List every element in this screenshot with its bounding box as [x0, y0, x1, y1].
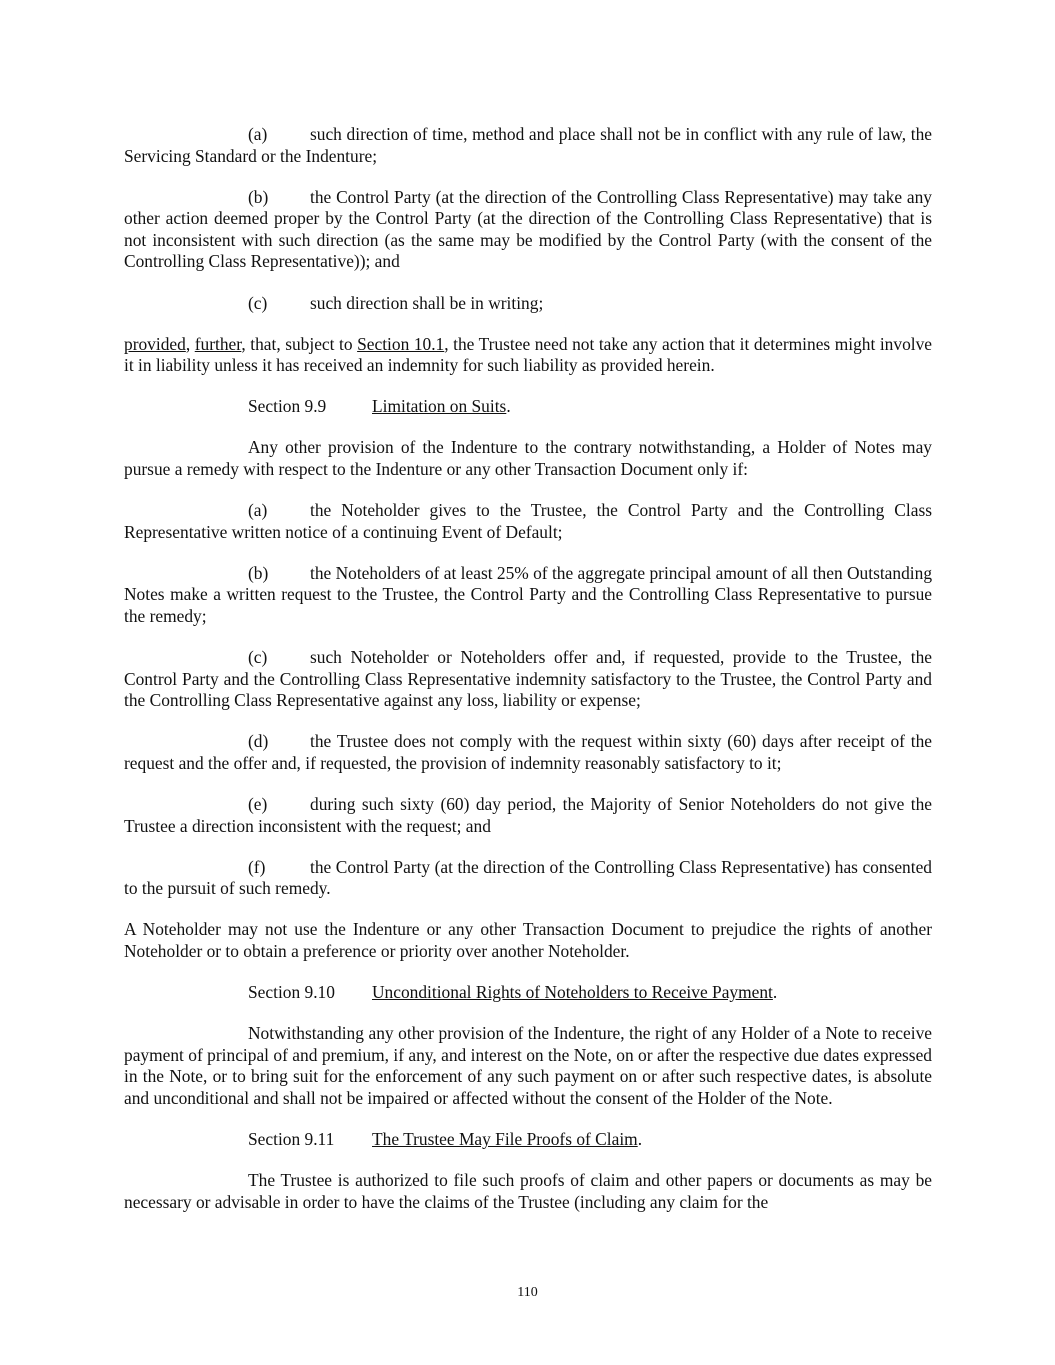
section-title-period: . [506, 396, 511, 417]
section-9-9-closing: A Noteholder may not use the Indenture or any other Transaction Document to prejudice the rights of another Noteholder or to obtain a preference or priority over another Noteholder. [124, 919, 932, 962]
clause-9-9-a [124, 500, 932, 543]
section-9-11-body: The Trustee is authorized to file such proofs of claim and other papers or documents as may be necessary or advisable in order to have the claims of the Trustee (including any claim for the [124, 1170, 932, 1212]
section-title: Limitation on Suits [372, 396, 507, 417]
clause-label: (f) [248, 856, 266, 877]
clause-text: such direction shall be in writing; [310, 292, 544, 313]
section-title-period: . [637, 1129, 643, 1150]
proviso-mid: , that, subject to [241, 333, 358, 354]
proviso-provided: provided [124, 333, 186, 354]
section-title: The Trustee May File Proofs of Claim [372, 1129, 638, 1150]
clause-label: (e) [248, 794, 268, 815]
clause-text: the Control Party (at the direction of the Controlling Class Representative) has consented to the pursuit of such remedy. [124, 856, 932, 899]
clause-text: such direction of time, method and place shall not be in conflict with any rule of law, the Servicing Standard or the Indenture; [124, 124, 932, 166]
clause-text: the Noteholder gives to the Trustee, the Control Party and the Controlling Class Representative written notice of a continuing Event of Default; [124, 500, 932, 542]
clause-label: (a) [248, 500, 268, 521]
section-title: Unconditional Rights of Noteholders to Receive Payment [372, 982, 773, 1003]
section-9-9-intro: Any other provision of the Indenture to the contrary notwithstanding, a Holder of Notes may pursue a remedy with respect to the Indenture or any other Transaction Document only if: [124, 437, 932, 480]
clause-text: the Noteholders of at least 25% of the aggregate principal amount of all then Outstanding Notes make a written request to the Trustee, the Control Party and the Controlling Class Representative to pursue the remedy; [124, 562, 933, 626]
clause-text: such Noteholder or Noteholders offer and, if requested, provide to the Trustee, the Control Party and the Controlling Class Representative indemnity satisfactory to the Trustee, the Control Party and the Controlling Class Representative against any loss, liability or expense; [124, 647, 932, 711]
section-number: Section 9.10 [248, 982, 335, 1003]
clause-label: (d) [248, 731, 269, 752]
section-9-10-heading [124, 982, 932, 1004]
section-9-9-heading [124, 396, 932, 418]
clause-label: (b) [248, 562, 269, 583]
page-number: 110 [517, 1285, 538, 1300]
clause-label: (b) [248, 186, 269, 207]
section-9-10-body: Notwithstanding any other provision of the Indenture, the right of any Holder of a Note to receive payment of principal of and premium, if any, and interest on the Note, on or after the respective due dates expressed in the Note, or to bring suit for the enforcement of any such payment on or after such respective dates, is absolute and unconditional and shall not be impaired or affected without the consent of the Holder of the Note. [124, 1023, 932, 1108]
clause-label: (c) [248, 292, 268, 313]
proviso-paragraph [124, 334, 932, 377]
proviso-section-ref: Section 10.1 [357, 333, 445, 354]
proviso-sep: , [185, 333, 195, 354]
clause-b-direction [124, 187, 932, 273]
clause-text: the Trustee does not comply with the request within sixty (60) days after receipt of the request and the offer and, if requested, the provision of indemnity reasonably satisfactory to it; [124, 731, 932, 773]
clause-label: (a) [248, 124, 268, 144]
proviso-further: further [194, 333, 242, 354]
clause-label: (c) [248, 647, 268, 668]
clause-9-9-e [124, 794, 932, 837]
clause-9-9-f [124, 857, 932, 900]
clause-a-direction [124, 124, 932, 167]
section-title-period: . [772, 982, 778, 1003]
section-number: Section 9.9 [248, 396, 327, 417]
clause-text: the Control Party (at the direction of the Controlling Class Representative) may take any other action deemed proper by the Control Party (at the direction of the Controlling Class Representative) that is not inconsistent with such direction (as the same may be modified by the Control Party (with the consent of the Controlling Class Representative)); and [124, 186, 932, 272]
section-9-11-heading [124, 1129, 932, 1151]
clause-9-9-c [124, 647, 932, 712]
clause-c-direction [124, 293, 932, 315]
proviso-rest: , the Trustee need not take any action that it determines might involve it in liability unless it has received an indemnity for such liability as provided herein. [124, 333, 933, 376]
document-page [124, 124, 932, 1233]
section-number: Section 9.11 [248, 1129, 335, 1150]
clause-9-9-b [124, 563, 932, 628]
clause-9-9-d [124, 731, 932, 774]
clause-text: during such sixty (60) day period, the Majority of Senior Noteholders do not give the Trustee a direction inconsistent with the request; and [124, 794, 932, 836]
